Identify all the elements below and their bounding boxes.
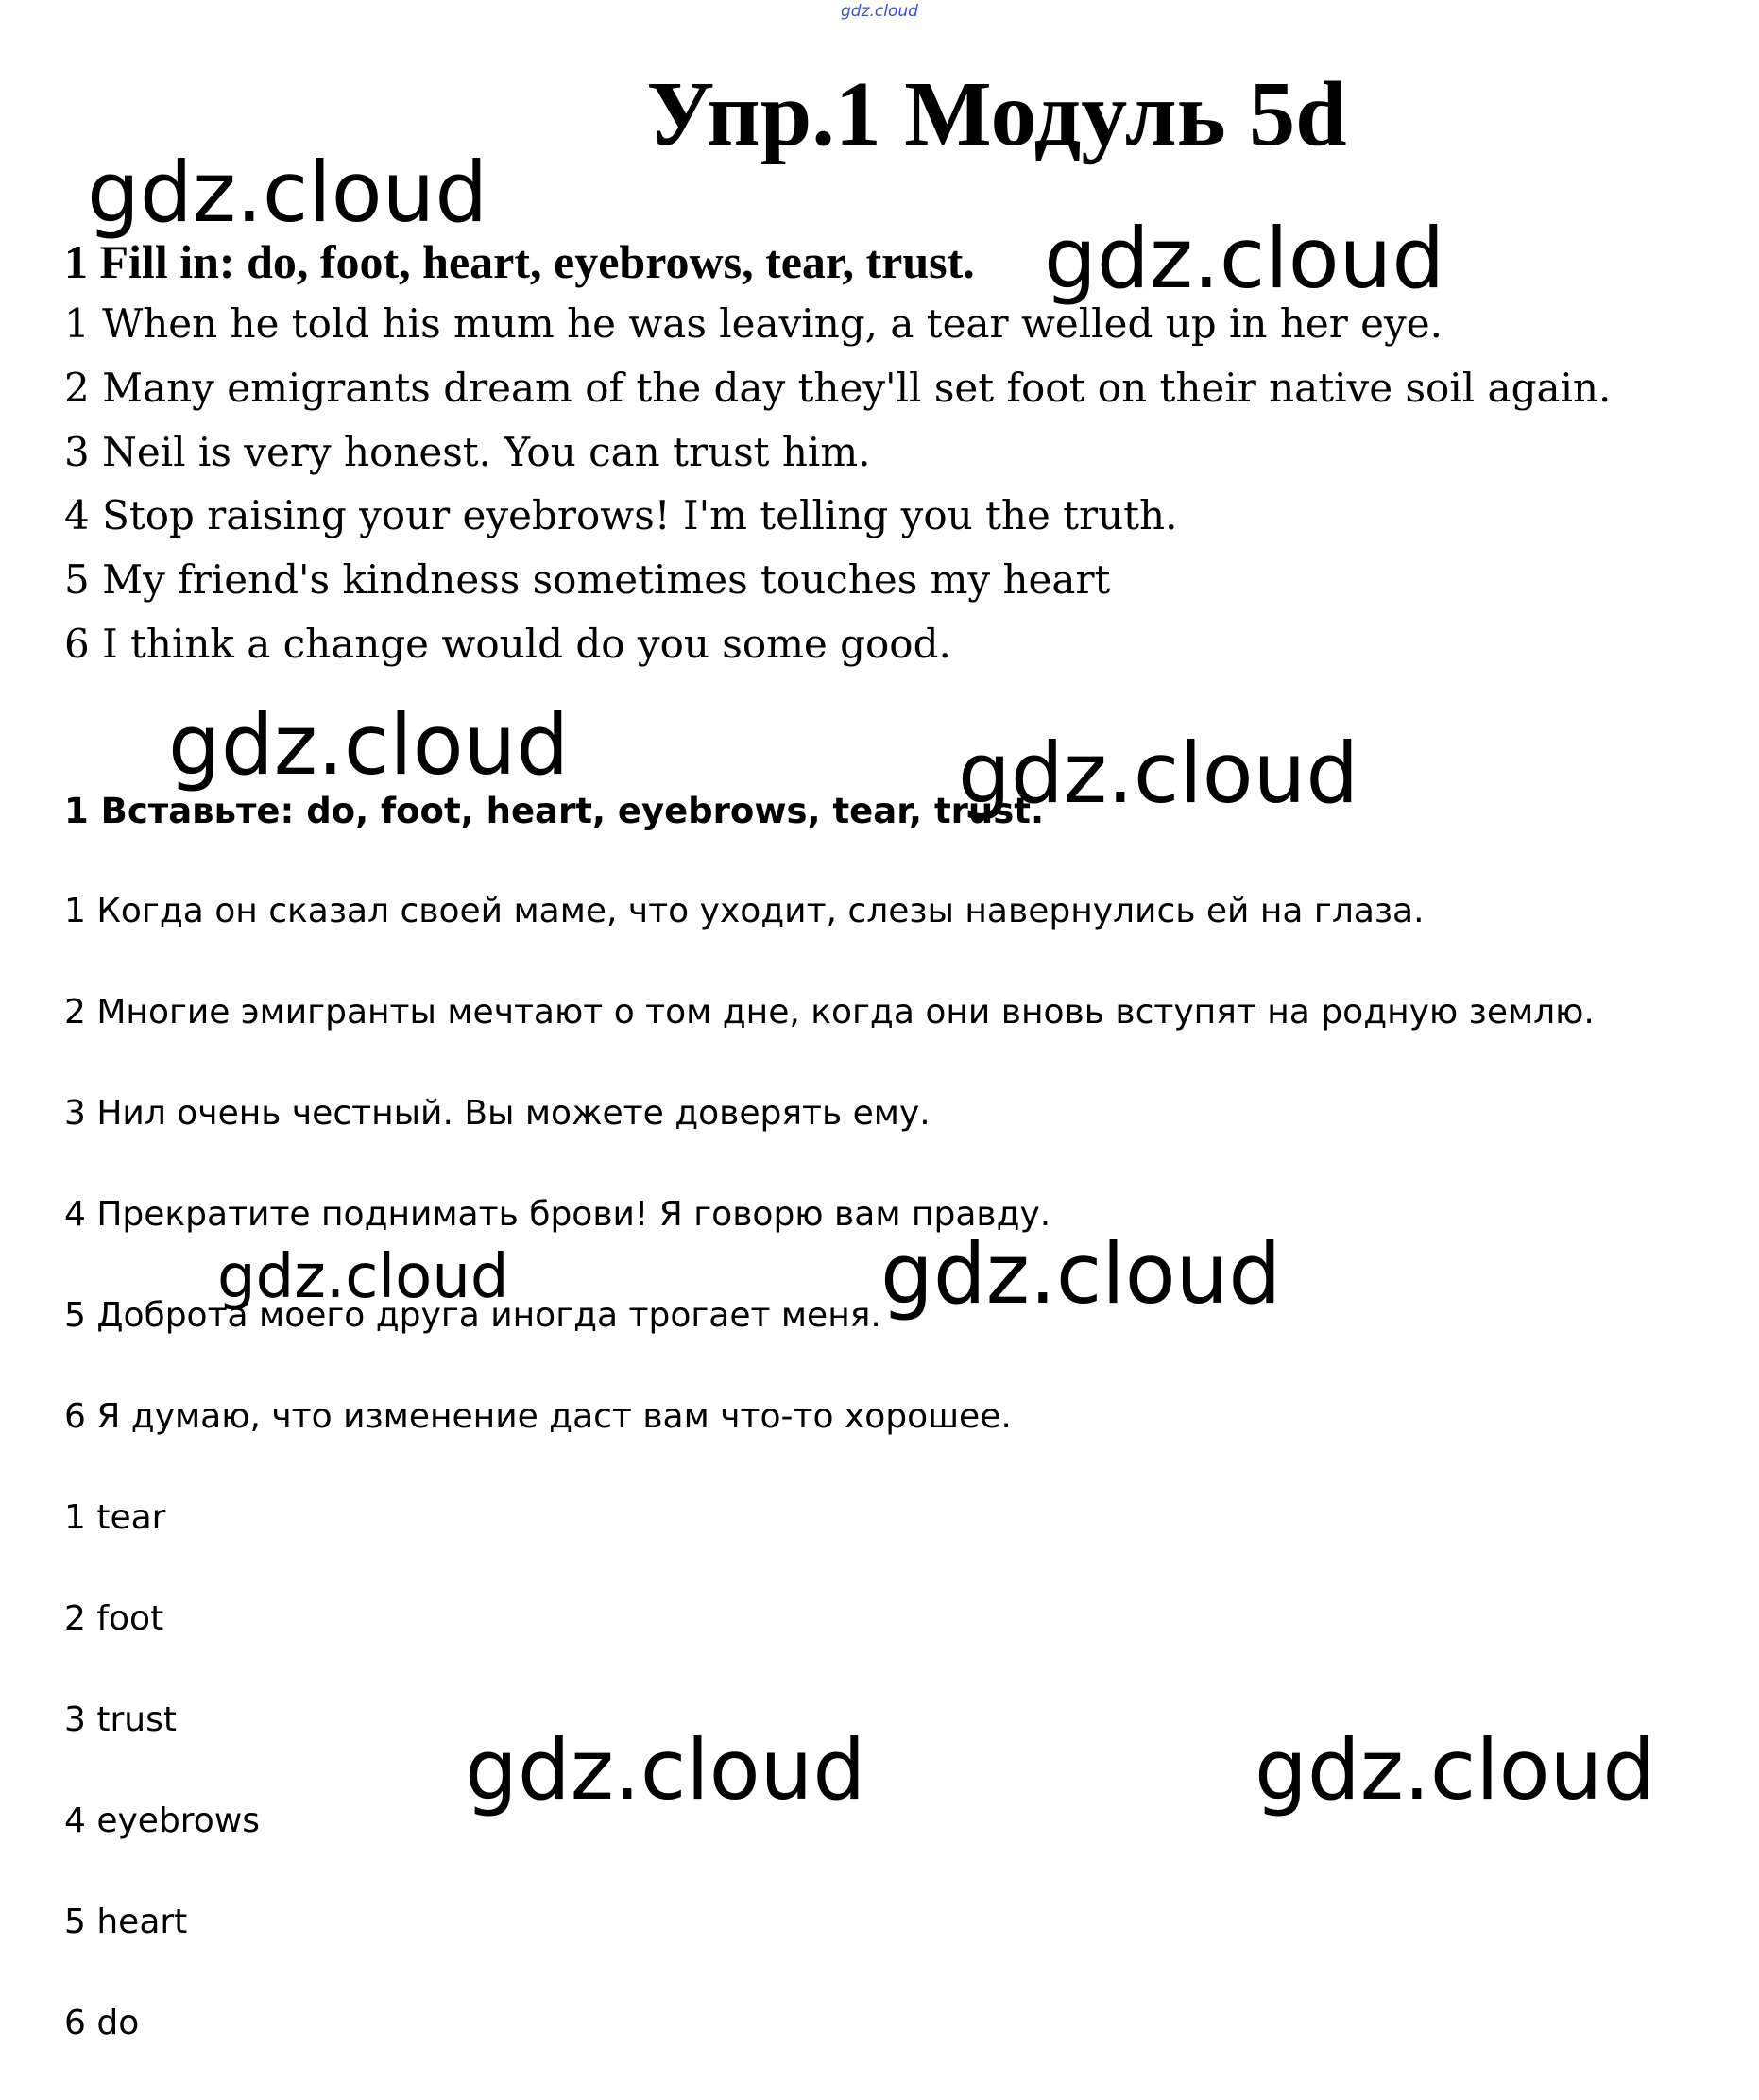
english-sentence-3: 3 Neil is very honest. You can trust him. xyxy=(64,429,871,475)
watermark-6: gdz.cloud xyxy=(880,1225,1282,1323)
russian-sentence-6: 6 Я думаю, что изменение даст вам что-то хорошее. xyxy=(64,1397,1012,1436)
russian-sentence-1: 1 Когда он сказал своей маме, что уходит, слезы навернулись ей на глаза. xyxy=(64,892,1425,930)
watermark-8: gdz.cloud xyxy=(1255,1721,1656,1818)
watermark-1: gdz.cloud xyxy=(87,144,488,241)
english-sentence-5: 5 My friend's kindness sometimes touches my heart xyxy=(64,556,1111,603)
top-watermark: gdz.cloud xyxy=(841,2,918,21)
russian-sentence-5: 5 Доброта моего друга иногда трогает меня. xyxy=(64,1296,881,1335)
answer-1: 1 tear xyxy=(64,1498,166,1537)
watermark-5: gdz.cloud xyxy=(217,1242,509,1312)
watermark-2: gdz.cloud xyxy=(1044,210,1445,307)
english-sentence-2: 2 Many emigrants dream of the day they'll set foot on their native soil again. xyxy=(64,365,1612,411)
answer-5: 5 heart xyxy=(64,1903,188,1941)
russian-task: 1 Вставьте: do, foot, heart, eyebrows, tear, trust. xyxy=(64,791,1045,831)
english-sentence-1: 1 When he told his mum he was leaving, a tear welled up in her eye. xyxy=(64,300,1443,347)
answer-4: 4 eyebrows xyxy=(64,1801,261,1840)
russian-sentence-4: 4 Прекратите поднимать брови! Я говорю вам правду. xyxy=(64,1195,1051,1234)
watermark-7: gdz.cloud xyxy=(465,1721,866,1818)
answer-3: 3 trust xyxy=(64,1700,177,1739)
english-sentence-4: 4 Stop raising your eyebrows! I'm telling you the truth. xyxy=(64,492,1178,538)
answer-6: 6 do xyxy=(64,2004,140,2042)
english-sentence-6: 6 I think a change would do you some good. xyxy=(64,621,951,667)
watermark-4: gdz.cloud xyxy=(958,725,1359,822)
russian-sentence-2: 2 Многие эмигранты мечтают о том дне, когда они вновь вступят на родную землю. xyxy=(64,993,1595,1032)
watermark-3: gdz.cloud xyxy=(168,696,570,794)
answer-2: 2 foot xyxy=(64,1599,164,1638)
page-title: Упр.1 Модуль 5d xyxy=(646,63,1347,165)
english-task: 1 Fill in: do, foot, heart, eyebrows, tear, trust. xyxy=(64,235,975,288)
russian-sentence-3: 3 Нил очень честный. Вы можете доверять ему. xyxy=(64,1094,931,1133)
